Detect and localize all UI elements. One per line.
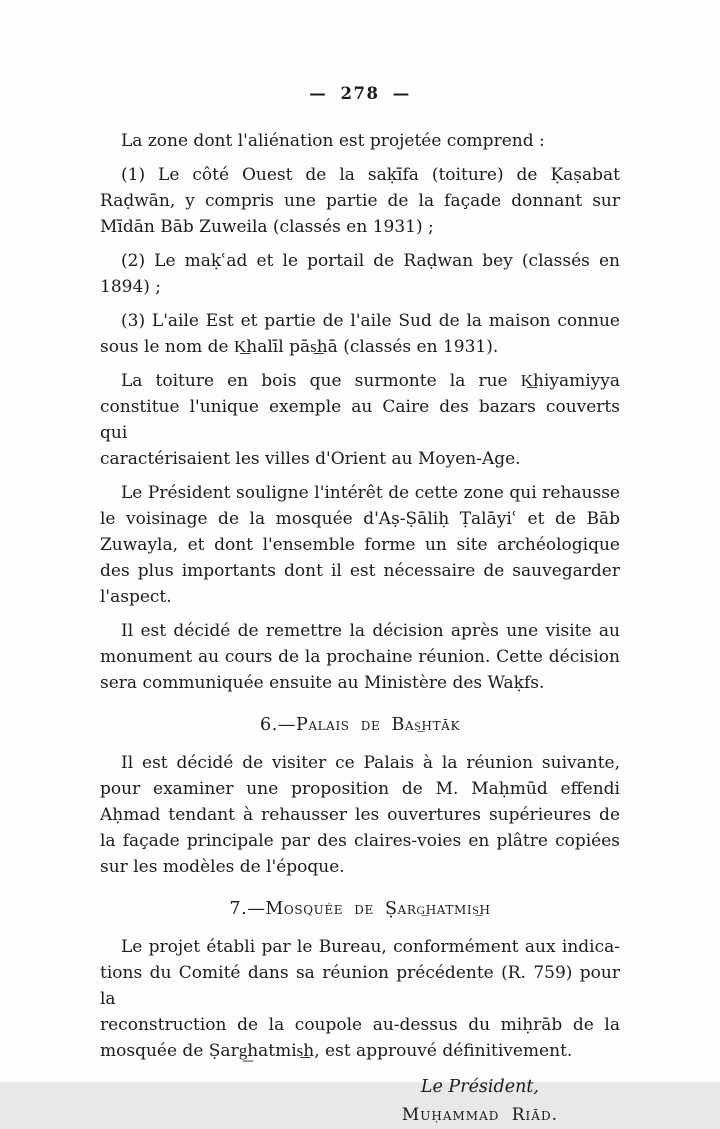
text-line: sera communiquée ensuite au Ministère des Waḳfs.: [100, 673, 545, 693]
signature-block: [402, 1074, 558, 1129]
text-line: mosquée de Ṣarg͟hatmis͟h, est approuvé définitivement.: [100, 1041, 573, 1061]
paragraph-intro: [100, 128, 620, 154]
text-line: sur les modèles de l'époque.: [100, 857, 345, 877]
text-line: caractérisaient les villes d'Orient au Moyen-Age.: [100, 449, 521, 469]
text-line: le voisinage de la mosquée d'Aṣ-Ṣāliḥ Ṭalāyiʿ et de Bāb: [100, 509, 620, 529]
section-heading-7-mosquee-de-sarghatmish: 7.—Mosquée de Ṣarg͟hatmis͟h: [229, 899, 491, 919]
signature-role: Le Président,: [420, 1077, 539, 1097]
text-line: des plus importants dont il est nécessaire de sauvegarder: [100, 561, 620, 581]
paragraph-toiture: [100, 368, 620, 472]
text-line: l'aspect.: [100, 587, 172, 607]
text-line: 1894) ;: [100, 277, 162, 297]
text-line: reconstruction de la coupole au-dessus du miḥrāb de la: [100, 1015, 620, 1035]
section-heading-6-palais-de-bashtak: 6.—Palais de Bas͟htāk: [259, 715, 461, 735]
list-item-2: [100, 248, 620, 300]
text-line: (1) Le côté Ouest de la saḳīfa (toiture) de Ḳaṣabat: [121, 165, 620, 185]
text-line: constitue l'unique exemple au Caire des bazars couverts qui: [100, 397, 620, 443]
text-line: monument au cours de la prochaine réunion. Cette décision: [100, 647, 620, 667]
paragraph-decision: [100, 618, 620, 696]
text-line: la façade principale par des claires-voies en plâtre copiées: [100, 831, 620, 851]
text-line: (2) Le maḳʿad et le portail de Raḍwan bey (classés en: [121, 251, 620, 271]
text-line: Zuwayla, et dont l'ensemble forme un site archéologique: [100, 535, 620, 555]
text-line: La zone dont l'aliénation est projetée comprend :: [121, 131, 545, 151]
paragraph-president: [100, 480, 620, 610]
list-item-1: [100, 162, 620, 240]
paragraph-sarghatmish: [100, 934, 620, 1064]
text-line: pour examiner une proposition de M. Maḥmūd effendi: [100, 779, 620, 799]
text-line: sous le nom de K͟halīl pās͟hā (classés en 1931).: [100, 337, 499, 357]
text-line: Mīdān Bāb Zuweila (classés en 1931) ;: [100, 217, 434, 237]
text-line: Aḥmad tendant à rehausser les ouvertures supérieures de: [100, 805, 620, 825]
text-line: Raḍwān, y compris une partie de la façade donnant sur: [100, 191, 620, 211]
text-line: (3) L'aile Est et partie de l'aile Sud de la maison connue: [121, 311, 620, 331]
text-line: Le projet établi par le Bureau, conformément aux indica-: [121, 937, 620, 957]
text-line: La toiture en bois que surmonte la rue K͟hiyamiyya: [121, 371, 620, 391]
text-line: Il est décidé de visiter ce Palais à la réunion suivante,: [121, 753, 620, 773]
text-line: Le Président souligne l'intérêt de cette zone qui rehausse: [121, 483, 620, 503]
page-number: — 278 —: [309, 84, 411, 103]
text-line: tions du Comité dans sa réunion précédente (R. 759) pour la: [100, 963, 620, 1009]
signature-name: Muḥammad Riād.: [401, 1105, 558, 1125]
list-item-3: [100, 308, 620, 360]
paragraph-bashtak: [100, 750, 620, 880]
text-line: Il est décidé de remettre la décision après une visite au: [121, 621, 620, 641]
